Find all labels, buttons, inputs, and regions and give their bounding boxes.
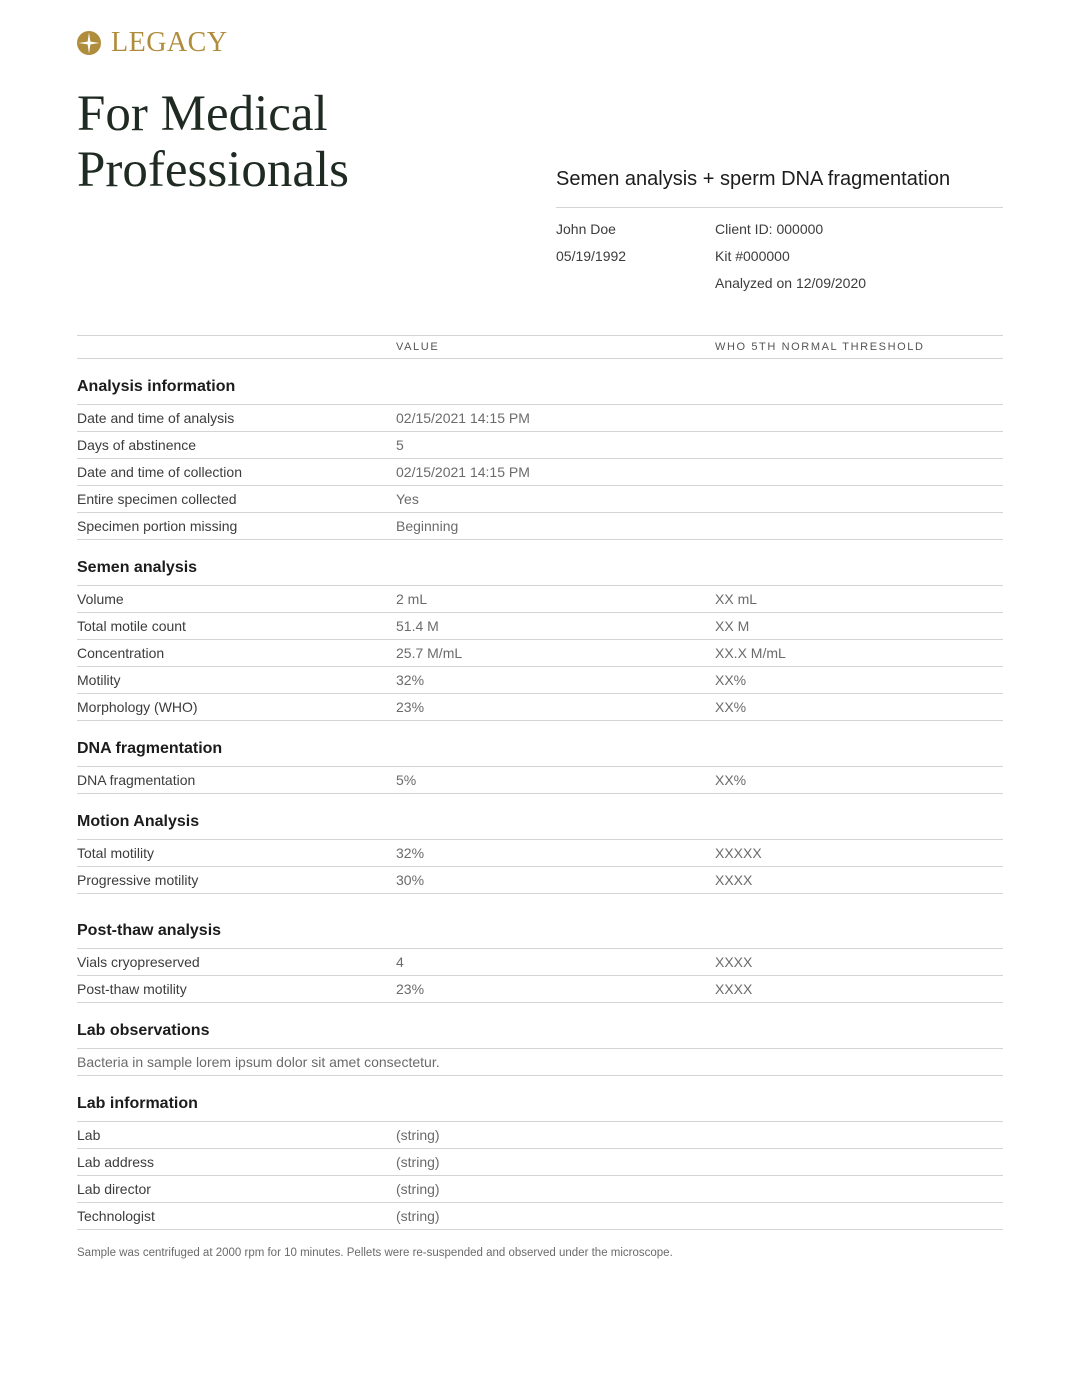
row-label: Motility (77, 672, 121, 688)
results-table (77, 335, 1003, 1230)
section-title (77, 894, 1003, 949)
table-row (77, 405, 1003, 432)
row-label: Days of abstinence (77, 437, 197, 453)
hero-title-line1: For Medical (77, 86, 328, 142)
row-threshold: XXXX (715, 872, 753, 888)
column-header-threshold: WHO 5TH NORMAL THRESHOLD (715, 341, 925, 353)
row-value: (string) (396, 1181, 440, 1197)
table-row (77, 486, 1003, 513)
row-threshold: XXXX (715, 954, 753, 970)
table-header (77, 335, 1003, 359)
row-value: 51.4 M (396, 618, 439, 634)
row-label: Specimen portion missing (77, 518, 238, 534)
row-threshold: XX.X M/mL (715, 645, 786, 661)
patient-name: John Doe (556, 221, 616, 237)
row-threshold: XXXX (715, 981, 753, 997)
row-label: Lab (77, 1127, 101, 1143)
row-value: 23% (396, 699, 425, 715)
table-row (77, 867, 1003, 894)
section-title-text: Motion Analysis (77, 813, 200, 830)
observation-row (77, 1049, 1003, 1076)
table-row (77, 949, 1003, 976)
row-value: 4 (396, 954, 404, 970)
row-threshold: XX M (715, 618, 750, 634)
row-label: Entire specimen collected (77, 491, 237, 507)
hero-title (77, 86, 497, 198)
table-row (77, 1203, 1003, 1230)
row-label: Volume (77, 591, 124, 607)
divider (556, 207, 1003, 208)
row-threshold: XX% (715, 672, 747, 688)
section-title-text: Lab observations (77, 1022, 210, 1039)
table-row (77, 459, 1003, 486)
compass-star-icon (77, 31, 101, 55)
section-title-text: Post-thaw analysis (77, 922, 222, 939)
section-title-text: Semen analysis (77, 559, 198, 576)
brand-logo (77, 29, 228, 57)
brand-name: LEGACY (111, 27, 228, 58)
table-row (77, 767, 1003, 794)
footnote: Sample was centrifuged at 2000 rpm for 10 minutes. Pellets were re-suspended and observed under the microscope. (77, 1247, 673, 1259)
patient-dob: 05/19/1992 (556, 248, 627, 264)
row-value: Yes (396, 491, 419, 507)
table-row (77, 640, 1003, 667)
row-threshold: XX% (715, 699, 747, 715)
row-label: Post-thaw motility (77, 981, 187, 997)
row-label: Date and time of collection (77, 464, 242, 480)
row-value: 5% (396, 772, 417, 788)
report-title: Semen analysis + sperm DNA fragmentation (556, 168, 951, 190)
row-value: Beginning (396, 518, 459, 534)
row-label: Concentration (77, 645, 165, 661)
row-threshold: XXXXX (715, 845, 762, 861)
section-title (77, 1076, 1003, 1122)
observation-text: Bacteria in sample lorem ipsum dolor sit amet consectetur. (77, 1054, 440, 1070)
section-title (77, 1003, 1003, 1049)
section-title-text: Analysis information (77, 378, 236, 395)
table-row (77, 432, 1003, 459)
row-value: 32% (396, 672, 425, 688)
section-title-text: Lab information (77, 1095, 198, 1112)
table-row (77, 667, 1003, 694)
row-label: Total motility (77, 845, 155, 861)
table-row (77, 1122, 1003, 1149)
row-value: 30% (396, 872, 425, 888)
row-label: Date and time of analysis (77, 410, 235, 426)
row-value: 23% (396, 981, 425, 997)
table-row (77, 1176, 1003, 1203)
section-title (77, 794, 1003, 840)
analyzed-date: Analyzed on 12/09/2020 (715, 275, 867, 291)
row-label: Progressive motility (77, 872, 199, 888)
section-title (77, 540, 1003, 586)
row-label: Morphology (WHO) (77, 699, 198, 715)
row-label: DNA fragmentation (77, 772, 196, 788)
row-label: Lab address (77, 1154, 155, 1170)
row-value: 02/15/2021 14:15 PM (396, 410, 530, 426)
section-title (77, 359, 1003, 405)
column-header-value: VALUE (396, 341, 440, 353)
row-value: 2 mL (396, 591, 428, 607)
row-threshold: XX mL (715, 591, 758, 607)
row-label: Total motile count (77, 618, 186, 634)
section-title (77, 721, 1003, 767)
table-row (77, 840, 1003, 867)
table-row (77, 694, 1003, 721)
row-value: 5 (396, 437, 404, 453)
row-value: 32% (396, 845, 425, 861)
row-value: 02/15/2021 14:15 PM (396, 464, 530, 480)
table-row (77, 613, 1003, 640)
row-value: (string) (396, 1208, 440, 1224)
table-row (77, 1149, 1003, 1176)
table-row (77, 976, 1003, 1003)
row-value: 25.7 M/mL (396, 645, 463, 661)
row-label: Vials cryopreserved (77, 954, 200, 970)
kit-number: Kit #000000 (715, 248, 790, 264)
table-row (77, 586, 1003, 613)
row-label: Lab director (77, 1181, 151, 1197)
client-id: Client ID: 000000 (715, 221, 824, 237)
row-value: (string) (396, 1127, 440, 1143)
row-label: Technologist (77, 1208, 155, 1224)
row-threshold: XX% (715, 772, 747, 788)
table-sections (77, 359, 1003, 1230)
row-value: (string) (396, 1154, 440, 1170)
table-row (77, 513, 1003, 540)
hero-title-line2: Professionals (77, 142, 349, 198)
section-title-text: DNA fragmentation (77, 740, 223, 757)
